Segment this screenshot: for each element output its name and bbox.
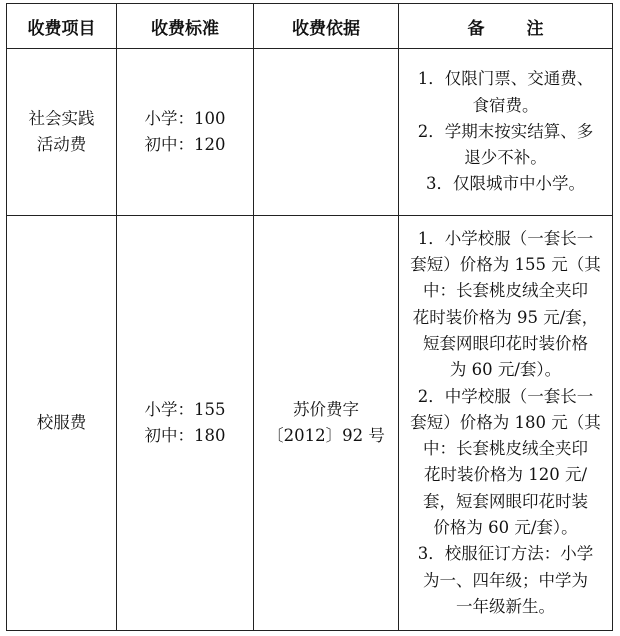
- note-line: 3．仅限城市中小学。: [426, 174, 585, 194]
- standard-line: 初中：120: [144, 135, 226, 154]
- item-line: 校服费: [36, 413, 87, 432]
- note-line: 套，短套网眼印花时装: [423, 491, 588, 511]
- basis-line: 〔2012〕92 号: [267, 426, 385, 445]
- item-cell: [7, 216, 117, 631]
- standard-line: 小学：100: [144, 109, 226, 128]
- note-line: 为一、四年级；中学为: [423, 570, 588, 590]
- note-line: 3．校服征订方法：小学: [417, 544, 594, 564]
- basis-line: 苏价费字: [293, 400, 359, 419]
- note-line: 2．学期末按实结算、多: [417, 121, 594, 141]
- note-line: 一年级新生。: [456, 596, 555, 616]
- standard-cell: [117, 49, 254, 216]
- basis-cell: [254, 216, 399, 631]
- note-line: 价格为 60 元/套）。: [433, 518, 578, 538]
- item-line: 活动费: [36, 135, 87, 154]
- note-line: 短套网眼印花时装价格: [423, 333, 588, 353]
- note-line: 食宿费。: [472, 95, 539, 115]
- note-line: 1．仅限门票、交通费、: [417, 69, 594, 89]
- standard-line: 初中：180: [144, 426, 226, 445]
- note-line: 2．中学校服（一套长一: [417, 386, 594, 406]
- header-notes: 备 注: [399, 4, 613, 49]
- header-standard: 收费标准: [117, 4, 254, 49]
- fee-table: [6, 3, 613, 631]
- header-item: 收费项目: [7, 4, 117, 49]
- standard-cell: [117, 216, 254, 631]
- notes-cell: [399, 49, 613, 216]
- item-line: 社会实践: [28, 109, 95, 128]
- standard-line: 小学：155: [144, 400, 226, 419]
- note-line: 套短）价格为 180 元（其: [410, 412, 601, 432]
- note-line: 中：长套桃皮绒全夹印: [423, 281, 588, 301]
- note-line: 花时装价格为 120 元/: [423, 465, 588, 485]
- note-line: 退少不补。: [464, 148, 547, 168]
- header-basis: 收费依据: [254, 4, 399, 49]
- notes-cell: [399, 216, 613, 631]
- note-line: 中：长套桃皮绒全夹印: [423, 439, 588, 459]
- table-row-practice-fee: [7, 49, 613, 216]
- note-line: 1．小学校服（一套长一: [417, 228, 594, 248]
- note-line: 花时装价格为 95 元/套，: [412, 307, 599, 327]
- note-line: 套短）价格为 155 元（其: [410, 255, 601, 275]
- table-row-uniform-fee: [7, 216, 613, 631]
- header-row: [7, 4, 613, 49]
- note-line: 为 60 元/套）。: [449, 360, 562, 380]
- basis-cell: [254, 49, 399, 216]
- item-cell: [7, 49, 117, 216]
